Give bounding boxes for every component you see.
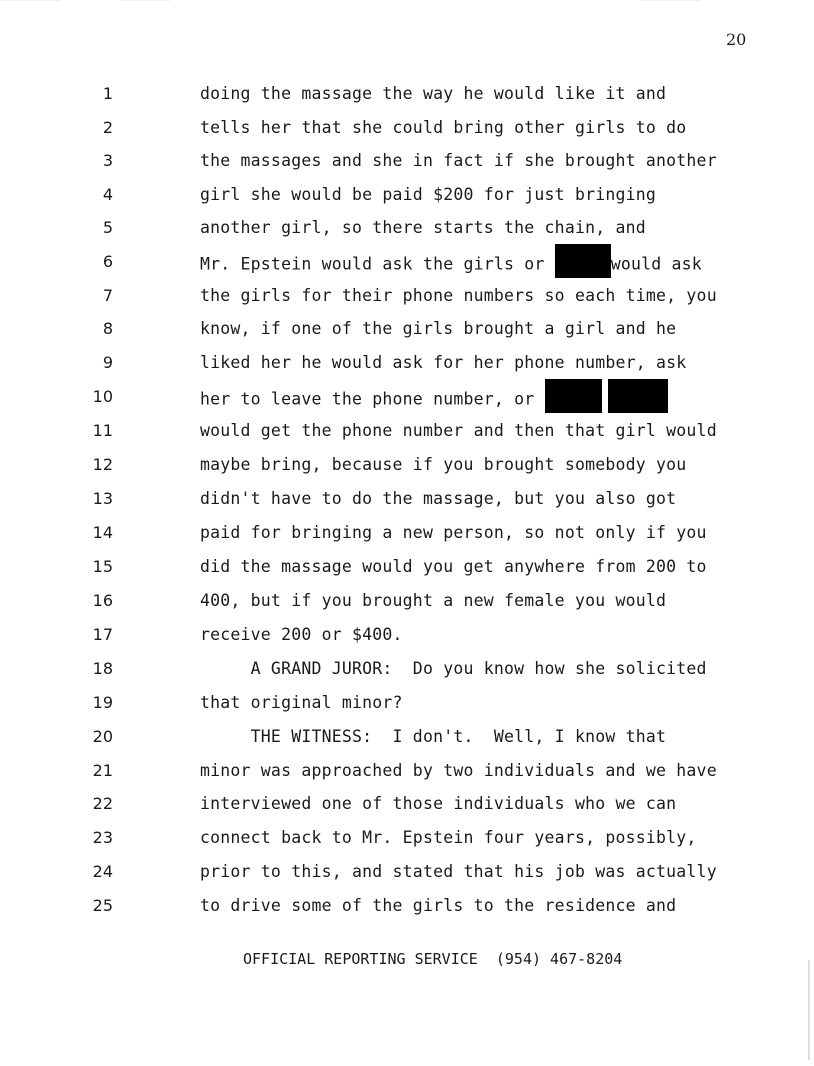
transcript-line: connect back to Mr. Epstein four years, possibly, [200,828,697,847]
line-segment: her to leave the phone number, or [200,389,545,409]
line-number: 15 [92,557,113,576]
line-segment: would ask [610,254,702,274]
line-segment: Mr. Epstein would ask the girls or [200,254,555,274]
redaction-box [545,379,602,413]
transcript-line: the massages and she in fact if she brought another [200,151,717,170]
redaction-box [608,379,668,413]
line-number: 8 [102,319,113,338]
line-number: 21 [92,761,113,780]
transcript-line: prior to this, and stated that his job was actually [200,862,717,881]
line-number: 3 [102,151,113,170]
transcript-line: would get the phone number and then that girl would [200,421,717,440]
line-number: 16 [92,591,113,610]
line-number: 12 [92,455,113,474]
line-number: 4 [102,185,113,204]
transcript-line [200,387,668,413]
line-number: 11 [92,421,113,440]
transcript-line: A GRAND JUROR: Do you know how she solicited [200,659,707,678]
line-number: 22 [92,794,113,813]
transcript-line: the girls for their phone numbers so each time, you [200,286,717,305]
line-number: 6 [102,252,113,271]
redaction-box [555,244,611,278]
transcript-line: paid for bringing a new person, so not only if you [200,523,707,542]
line-number: 10 [92,387,113,406]
line-number: 17 [92,625,113,644]
transcript-line: minor was approached by two individuals and we have [200,761,717,780]
page-number: 20 [726,30,747,49]
line-number: 23 [92,828,113,847]
line-number: 25 [92,896,113,915]
line-number: 20 [92,727,113,746]
scan-artifact [808,960,810,1060]
scan-artifact [120,0,170,1]
transcript-line: doing the massage the way he would like it and [200,84,667,103]
line-number: 2 [102,118,113,137]
transcript-line: receive 200 or $400. [200,625,403,644]
transcript-line: 400, but if you brought a new female you would [200,591,667,610]
transcript-line [200,252,702,278]
transcript-line: did the massage would you get anywhere from 200 to [200,557,707,576]
line-number: 9 [102,353,113,372]
transcript-line: girl she would be paid $200 for just bringing [200,185,657,204]
scan-artifact [640,0,700,1]
transcript-line: tells her that she could bring other girls to do [200,118,687,137]
transcript-line: know, if one of the girls brought a girl and he [200,319,677,338]
transcript-line: liked her he would ask for her phone number, ask [200,353,687,372]
transcript-line: didn't have to do the massage, but you also got [200,489,677,508]
transcript-line: THE WITNESS: I don't. Well, I know that [200,727,667,746]
reporter-footer: OFFICIAL REPORTING SERVICE (954) 467-8204 [243,950,623,968]
line-number: 13 [92,489,113,508]
transcript-line: maybe bring, because if you brought somebody you [200,455,687,474]
transcript-line: that original minor? [200,693,403,712]
line-number: 5 [102,218,113,237]
transcript-line: to drive some of the girls to the residence and [200,896,677,915]
line-number: 1 [102,84,113,103]
scan-artifact [0,0,60,1]
transcript-line: interviewed one of those individuals who we can [200,794,677,813]
transcript-line: another girl, so there starts the chain, and [200,218,646,237]
line-number: 14 [92,523,113,542]
line-number: 24 [92,862,113,881]
line-number: 18 [92,659,113,678]
line-number: 19 [92,693,113,712]
line-number: 7 [102,286,113,305]
